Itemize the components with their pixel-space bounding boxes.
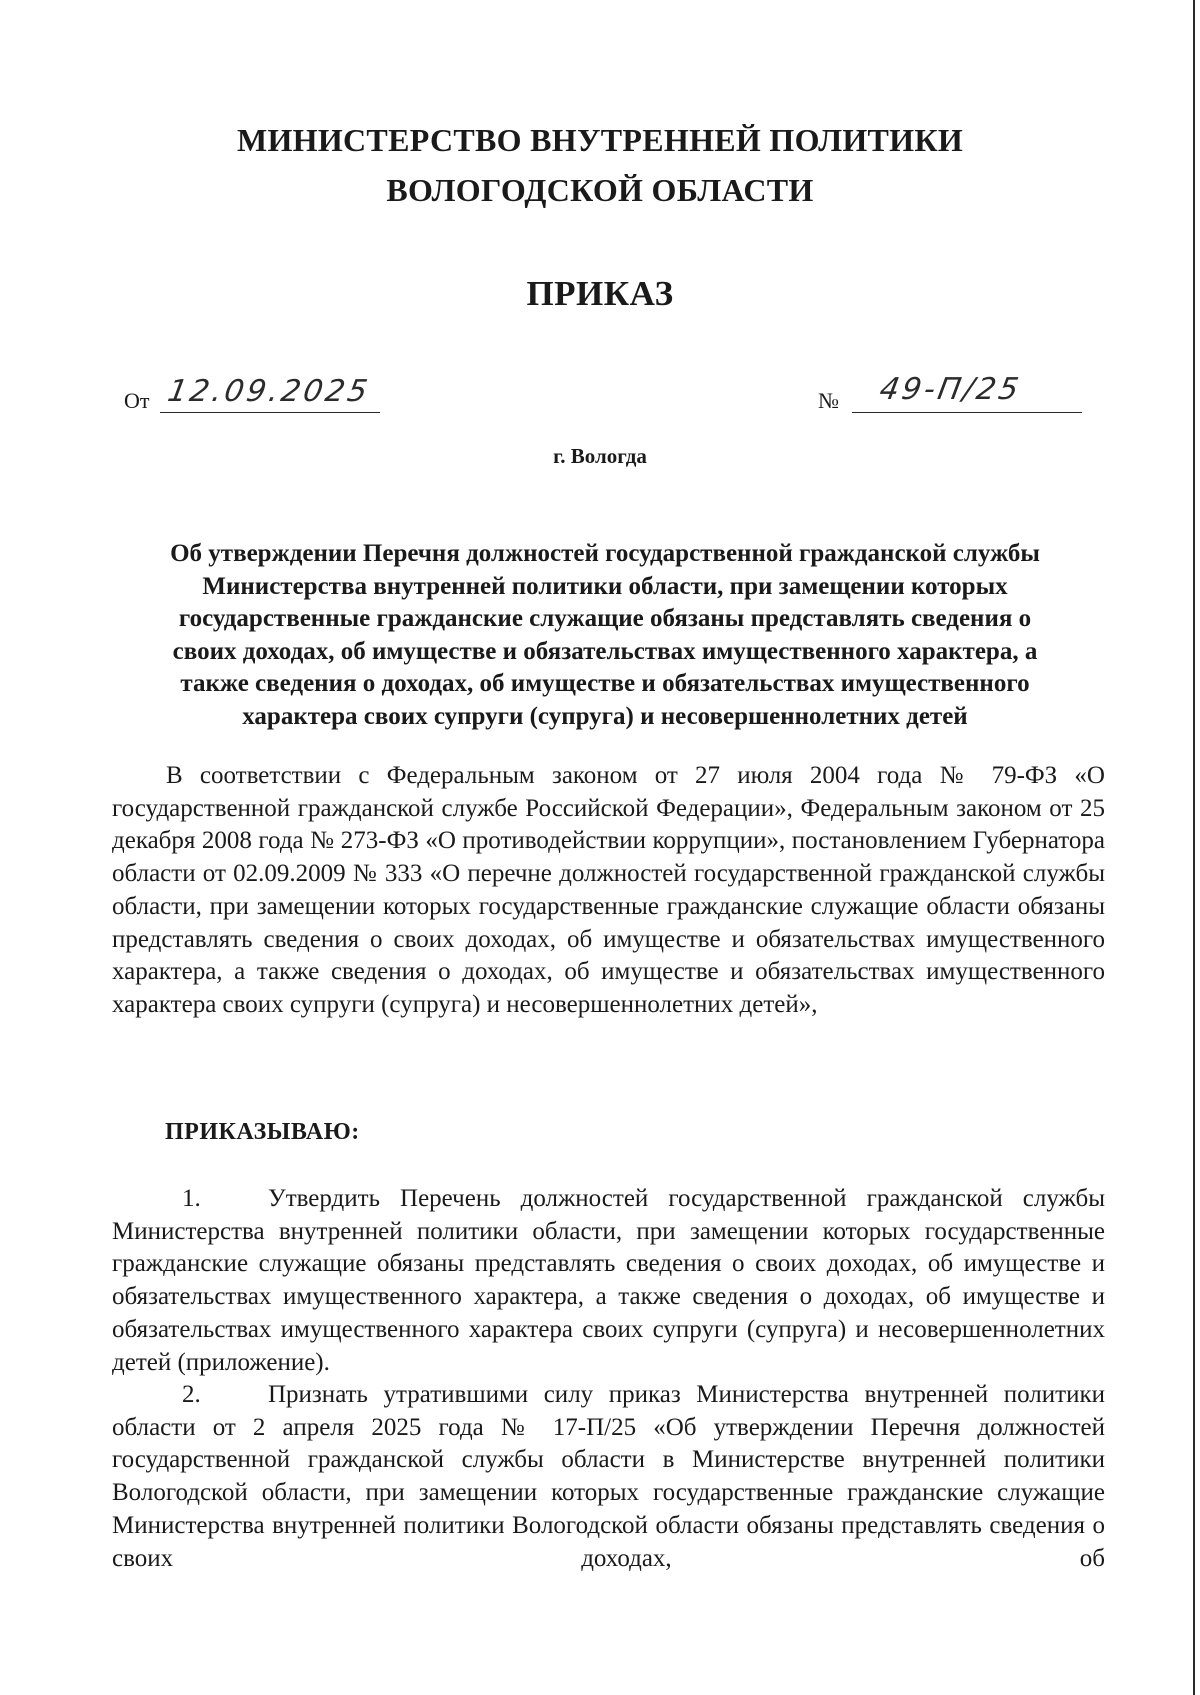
preamble-paragraph: В соответствии с Федеральным законом от 27 июля 2004 года № 79-ФЗ «О государственной гражданской службе Российской Федерации», Федеральным законом от 25 декабря 2008 года № 273-ФЗ «О противодействии коррупции», постановлением Губернатора области от 02.09.2009 № 333 «О перечне должностей государственной гражданской службы области, при замещении которых государственные гражданские служащие области обязаны представлять сведения о своих доходах, об имуществе и обязательствах имущественного характера, а также сведения о доходах, об имуществе и обязательствах имущественного характера своих супруги (супруга) и несовершеннолетних детей», [112, 762, 1105, 1018]
handwritten-number: 49-П/25 [876, 372, 1024, 407]
document-title [110, 538, 1100, 733]
number-underline [852, 412, 1082, 413]
city: г. Вологда [553, 444, 647, 468]
title-line: Министерства внутренней политики области, при замещении которых [202, 572, 1008, 600]
order-item-1 [112, 1183, 1105, 1379]
item-text: Признать утратившими силу приказ Министерства внутренней политики области от 2 апреля 2025 года № 17-П/25 «Об утверждении Перечня должностей государственной гражданской службы области в Министерстве внутренней политики Вологодской области, при замещении которых государственные гражданские служащие Министерства внутренней политики Вологодской области обязаны представлять сведения о своих доходах, об [112, 1381, 1105, 1572]
date-label: От [124, 388, 150, 413]
document-type: ПРИКАЗ [526, 274, 674, 313]
title-line: государственные гражданские служащие обязаны представлять сведения о [178, 605, 1032, 632]
item-number: 2. [182, 1381, 201, 1408]
handwritten-date: 12.09.2025 [164, 374, 373, 409]
order-word: ПРИКАЗЫВАЮ: [165, 1119, 360, 1145]
title-line: также сведения о доходах, об имуществе и обязательствах имущественного [180, 670, 1030, 697]
date-underline [160, 412, 380, 413]
number-label: № [818, 388, 839, 413]
item-text: Утвердить Перечень должностей государственной гражданской службы Министерства внутренней политики области, при замещении которых государственные гражданские служащие обязаны представлять сведения о своих доходах, об имуществе и обязательствах имущественного характера, а также сведения о доходах, об имуществе и обязательствах имущественного характера своих супруги (супруга) и несовершеннолетних детей (приложение). [112, 1185, 1105, 1376]
title-line: Об утверждении Перечня должностей государственной гражданской службы [170, 540, 1040, 567]
page-edge-divider [1193, 0, 1195, 1695]
ministry-name-line1: МИНИСТЕРСТВО ВНУТРЕННЕЙ ПОЛИТИКИ [236, 122, 964, 158]
ministry-name-line2: ВОЛОГОДСКОЙ ОБЛАСТИ [386, 172, 814, 208]
item-number: 1. [182, 1185, 201, 1212]
order-item-2 [112, 1379, 1105, 1575]
title-line: характера своих супруги (супруга) и несовершеннолетних детей [242, 702, 968, 730]
title-line: своих доходах, об имуществе и обязательствах имущественного характера, а [172, 637, 1038, 665]
